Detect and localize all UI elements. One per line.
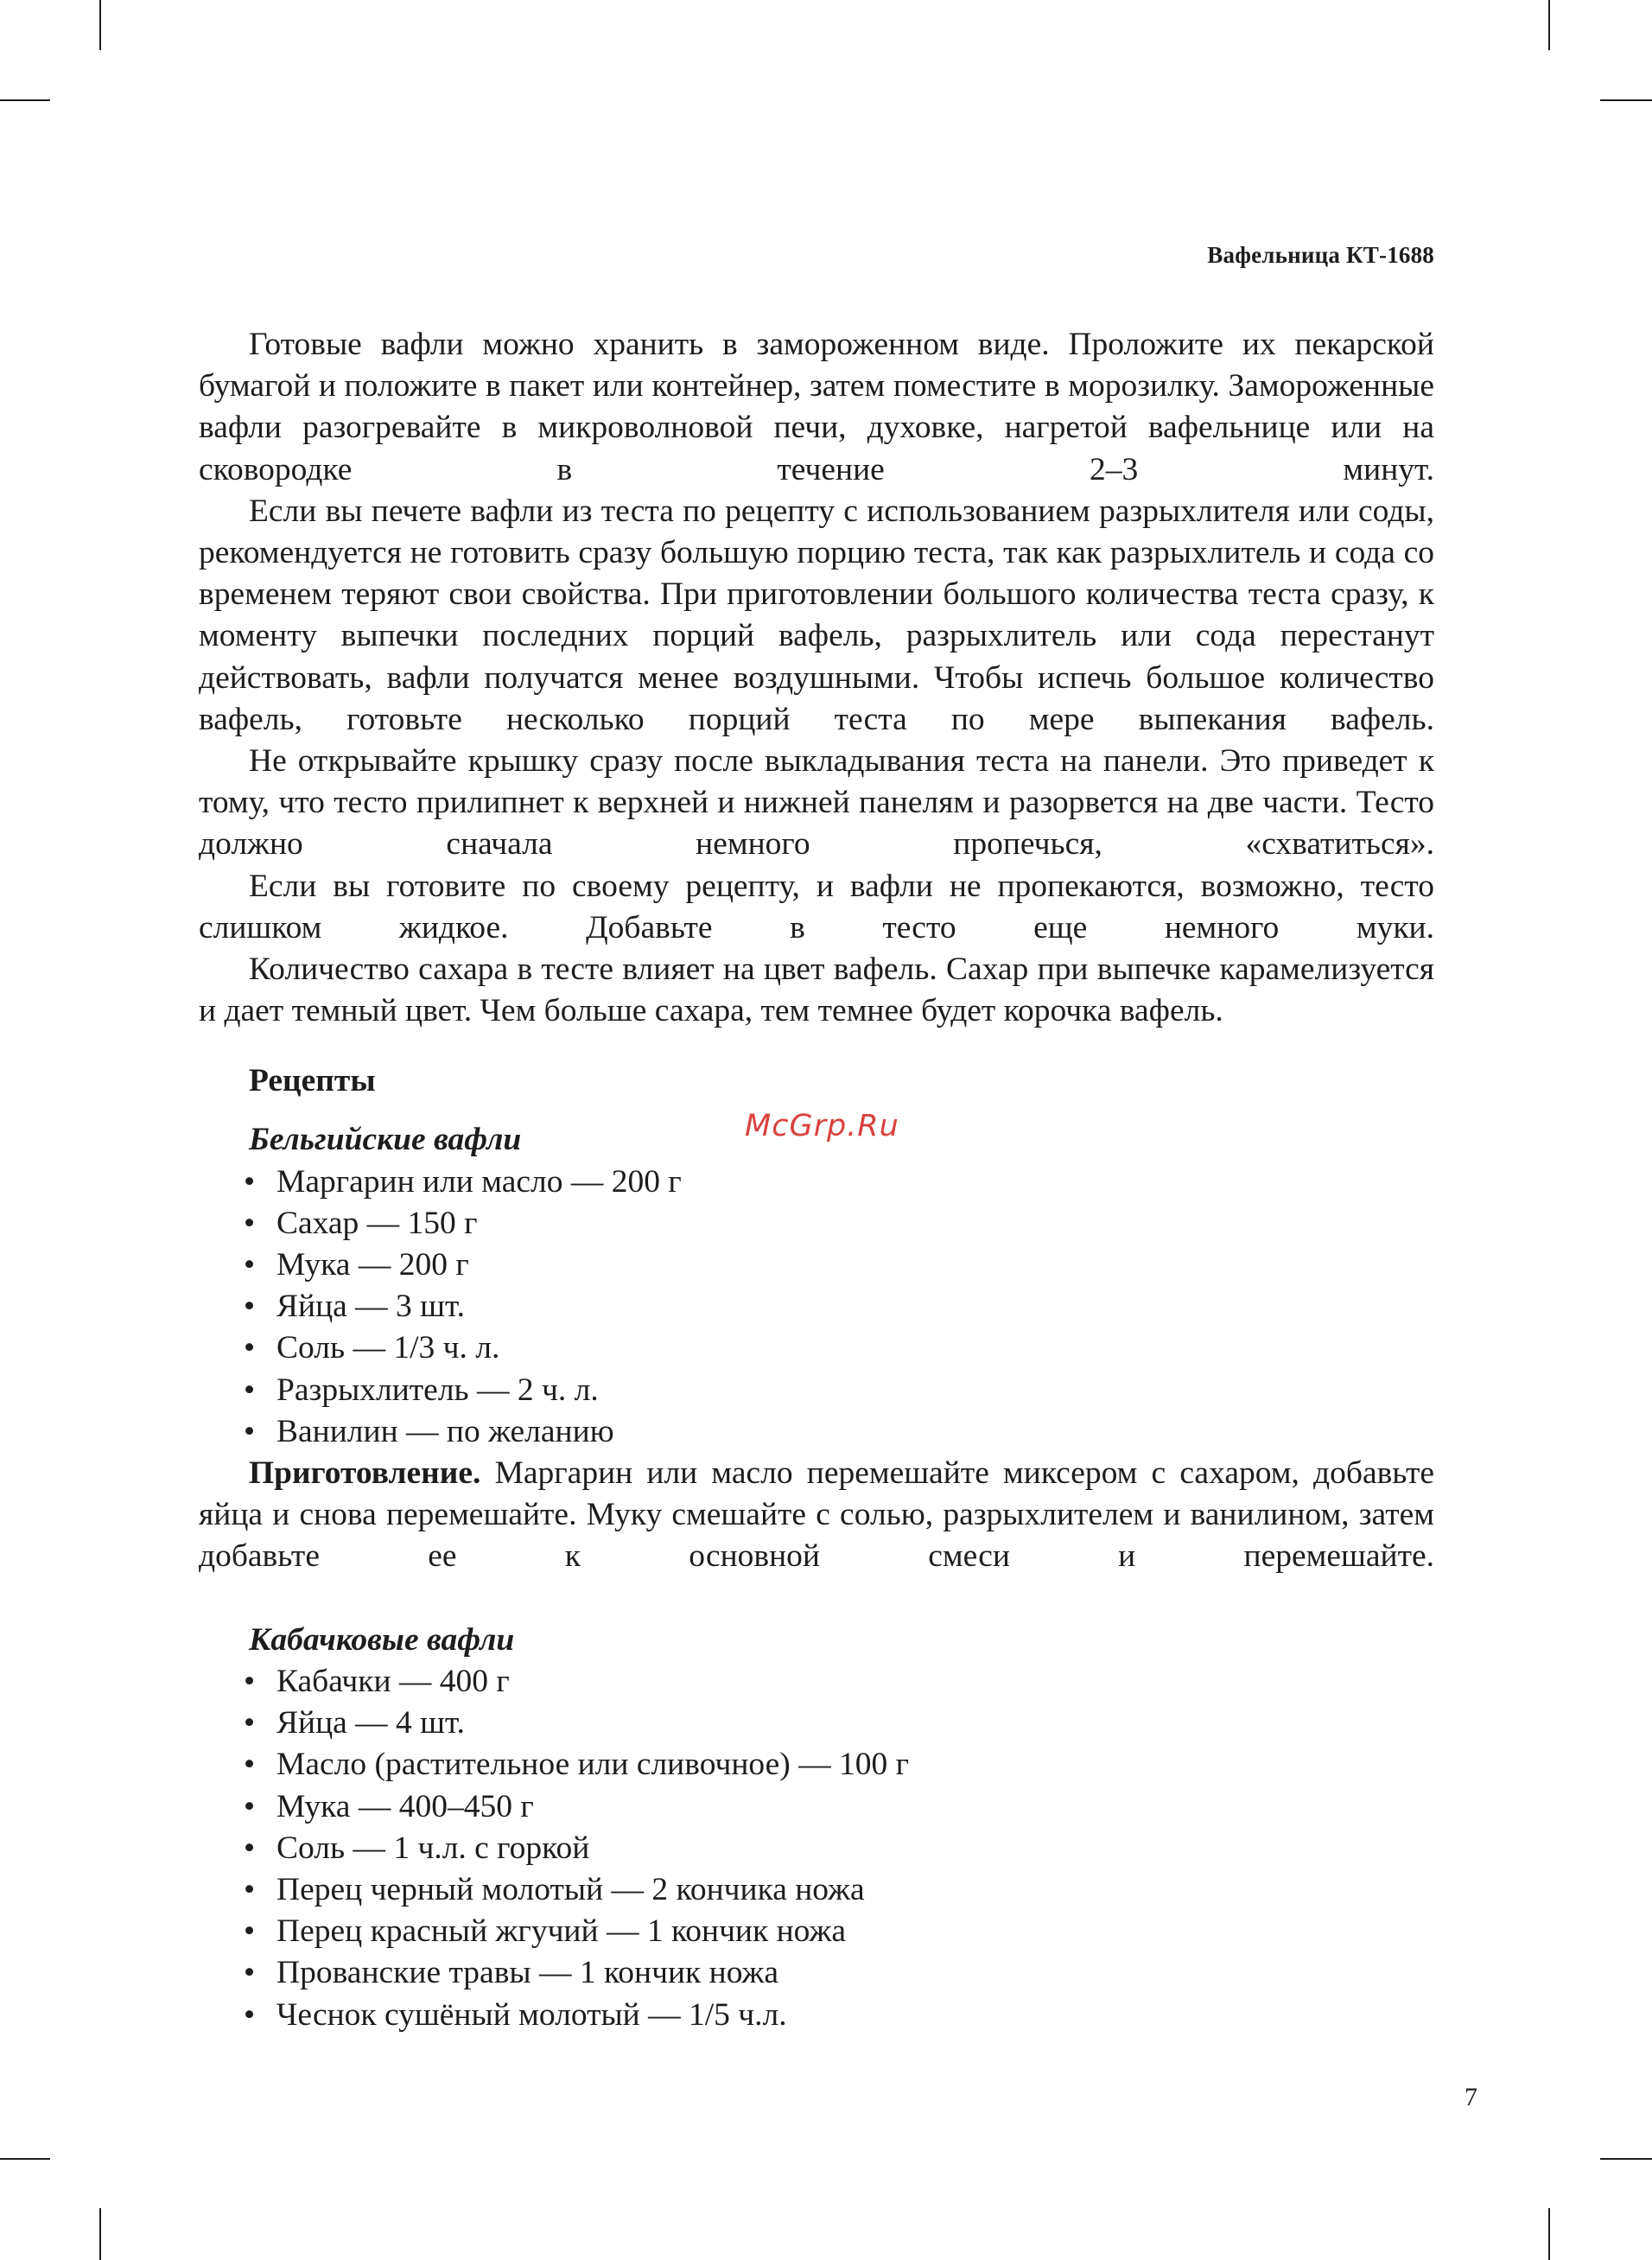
- running-header: Вафельница КТ-1688: [1207, 242, 1434, 268]
- bullet-icon: •: [244, 1330, 256, 1366]
- list-item: • Ванилин — по желанию: [244, 1411, 1434, 1453]
- watermark-text: McGrp.Ru: [745, 1109, 899, 1143]
- list-item: • Соль — 1 ч.л. с горкой: [244, 1828, 1434, 1869]
- bullet-icon: •: [244, 1871, 256, 1907]
- crop-mark-left-top: [0, 99, 50, 101]
- bullet-icon: •: [244, 1747, 256, 1783]
- list-item: • Чеснок сушёный молотый — 1/5 ч.л.: [244, 1995, 1434, 2036]
- list-item: • Яйца — 3 шт.: [244, 1286, 1434, 1327]
- list-item: • Яйца — 4 шт.: [244, 1703, 1434, 1744]
- bullet-icon: •: [244, 1163, 256, 1200]
- list-item: • Соль — 1/3 ч. л.: [244, 1327, 1434, 1369]
- list-item: • Разрыхлитель — 2 ч. л.: [244, 1370, 1434, 1411]
- list-item: • Перец красный жгучий — 1 кончик ножа: [244, 1911, 1434, 1952]
- paragraph-storage: Готовые вафли можно хранить в замороженном виде. Проложите их пекарской бумагой и положите в пакет или контейнер, затем поместите в морозилку. Замороженные вафли разогревайте в микроволновой печи, духовке, нагретой вафельнице или на сковородке в течение 2–3 минут.: [199, 327, 1434, 487]
- bullet-icon: •: [244, 1247, 256, 1283]
- crop-mark-right-top: [1600, 99, 1652, 101]
- list-item: • Масло (растительное или сливочное) — 100 г: [244, 1744, 1434, 1786]
- paragraph-own-recipe: Если вы готовите по своему рецепту, и вафли не пропекаются, возможно, тесто слишком жидкое. Добавьте в тесто еще немного муки.: [199, 868, 1434, 945]
- list-item: • Мука — 400–450 г: [244, 1786, 1434, 1828]
- list-item: • Мука — 200 г: [244, 1245, 1434, 1286]
- paragraph-baking-powder: Если вы печете вафли из теста по рецепту с использованием разрыхлителя или соды, рекомендуется не готовить сразу большую порцию теста, так как разрыхлитель и сода со временем теряют свои свойства. При приготовлении большого количества теста сразу, к моменту выпечки последних порций вафель, разрыхлитель или сода перестанут действовать, вафли получатся менее воздушными. Чтобы испечь большое количество вафель, готовьте несколько порций теста по мере выпекания вафель.: [199, 493, 1434, 737]
- crop-mark-left-bottom: [0, 2158, 50, 2160]
- recipe-title-zucchini: Кабачковые вафли: [249, 1621, 515, 1658]
- paragraph-lid: Не открывайте крышку сразу после выкладывания теста на панели. Это приведет к тому, что тесто прилипнет к верхней и нижней панелям и разорвется на две части. Тесто должно сначала немного пропечься, «схватиться».: [199, 743, 1434, 863]
- page-body: [199, 324, 1434, 2036]
- list-item: • Прованские травы — 1 кончик ножа: [244, 1952, 1434, 1994]
- recipes-heading: Рецепты: [249, 1063, 376, 1099]
- crop-mark-right-bottom: [1600, 2158, 1652, 2160]
- list-item: • Кабачки — 400 г: [244, 1661, 1434, 1703]
- list-item: • Сахар — 150 г: [244, 1203, 1434, 1245]
- bullet-icon: •: [244, 1205, 256, 1241]
- ingredient-list-belgian: [199, 1162, 1434, 1453]
- paragraph-sugar: Количество сахара в тесте влияет на цвет вафель. Сахар при выпечке карамелизуется и дает темный цвет. Чем больше сахара, тем темнее будет корочка вафель.: [199, 952, 1434, 1029]
- preparation-label: Приготовление.: [249, 1455, 481, 1492]
- crop-mark-top-left: [99, 0, 101, 50]
- bullet-icon: •: [244, 1663, 256, 1699]
- recipe-title-belgian: Бельгийские вафли: [249, 1122, 522, 1158]
- page-number: 7: [1465, 2083, 1477, 2111]
- bullet-icon: •: [244, 1289, 256, 1325]
- crop-mark-bottom-left: [99, 2208, 101, 2260]
- bullet-icon: •: [244, 1372, 256, 1408]
- ingredient-list-zucchini: [199, 1661, 1434, 2036]
- bullet-icon: •: [244, 1413, 256, 1449]
- preparation-text: Маргарин или масло перемешайте миксером с сахаром, добавьте яйца и снова перемешайте. Муку смешайте с солью, разрыхлителем и ванилином, затем добавьте ее к основной смеси и перемешайте.: [199, 1455, 1434, 1575]
- bullet-icon: •: [244, 1913, 256, 1950]
- bullet-icon: •: [244, 1955, 256, 1991]
- preparation-paragraph: [199, 1453, 1434, 1578]
- bullet-icon: •: [244, 1705, 256, 1741]
- bullet-icon: •: [244, 1788, 256, 1824]
- bullet-icon: •: [244, 1996, 256, 2033]
- crop-mark-bottom-right: [1548, 2208, 1550, 2260]
- list-item: • Маргарин или масло — 200 г: [244, 1162, 1434, 1203]
- list-item: • Перец черный молотый — 2 кончика ножа: [244, 1869, 1434, 1911]
- bullet-icon: •: [244, 1830, 256, 1866]
- crop-mark-top-right: [1548, 0, 1550, 50]
